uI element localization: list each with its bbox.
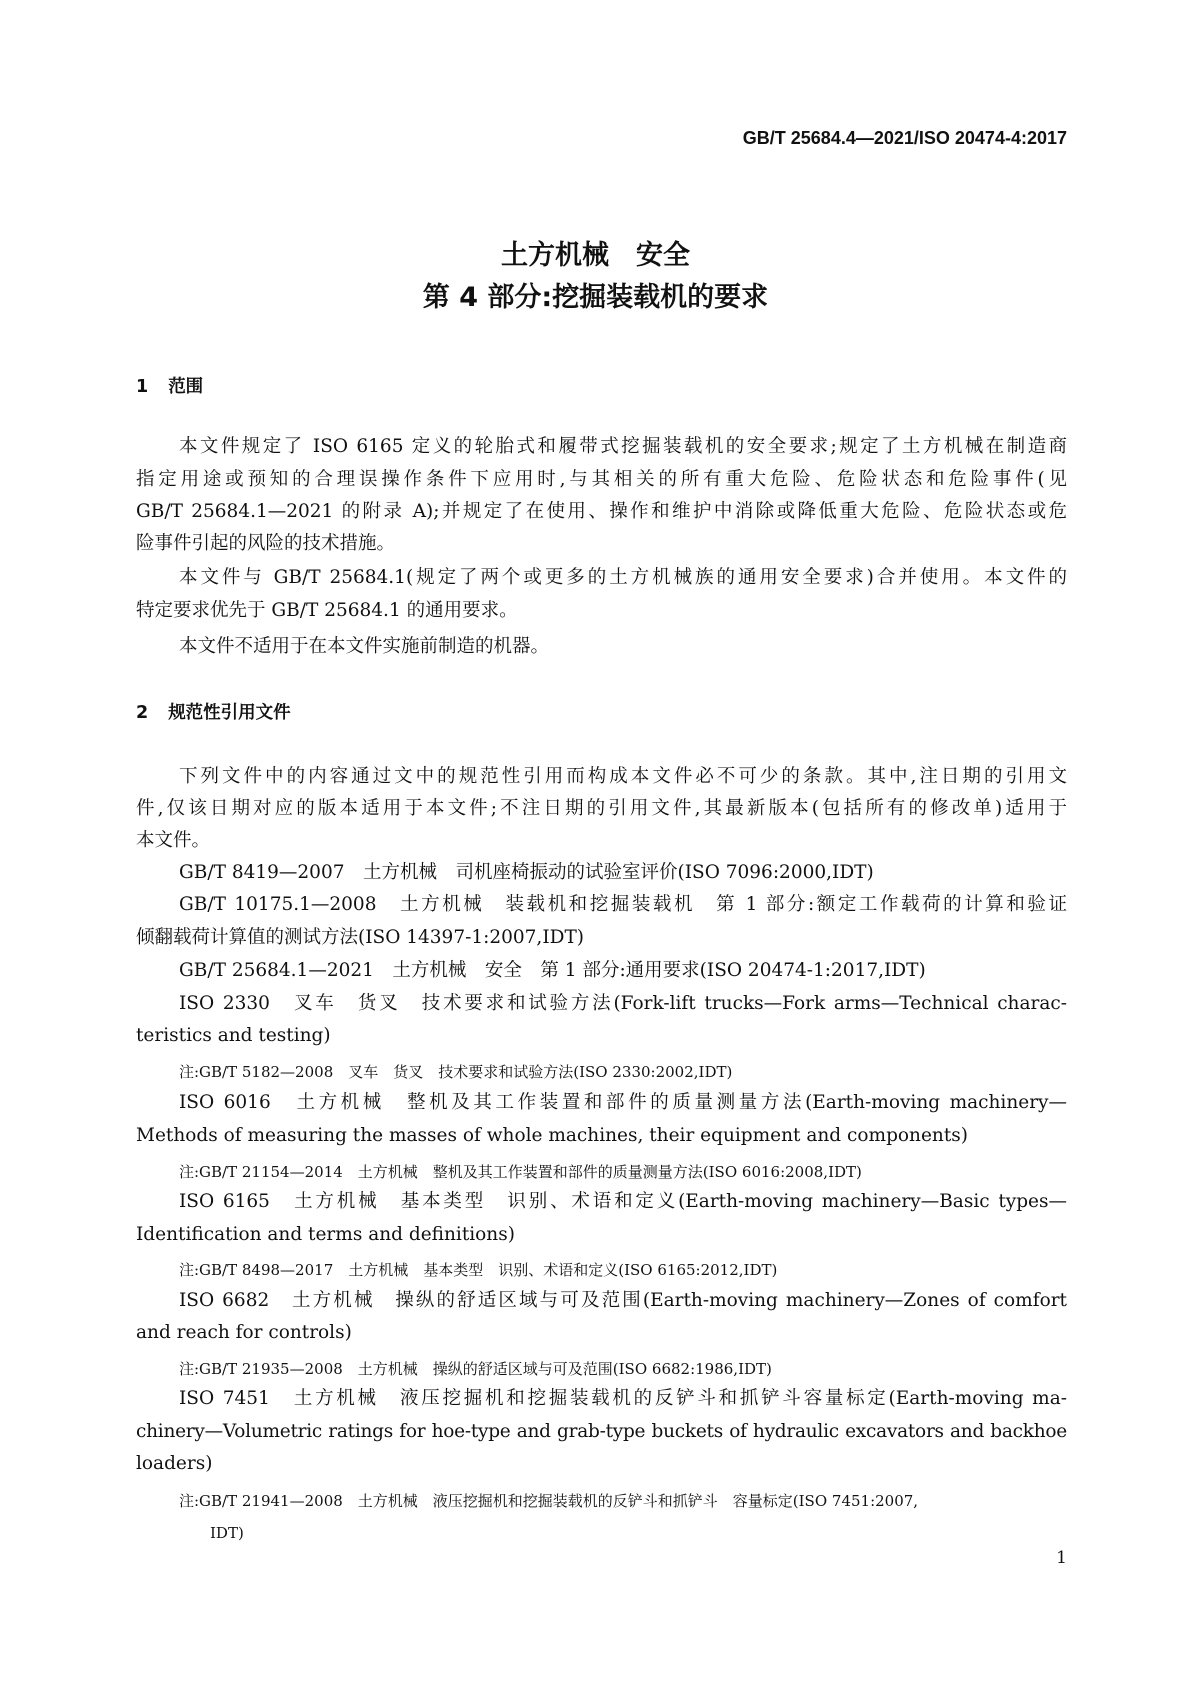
reference-note: 注:GB/T 8498—2017 土方机械 基本类型 识别、术语和定义(ISO 6165:2012,IDT) <box>179 1261 778 1279</box>
reference-entry: ISO 7451 土方机械 液压挖掘机和挖掘装载机的反铲斗和抓铲斗容量标定(Earth-moving ma- <box>179 1388 1067 1409</box>
section-number: 2 <box>136 703 149 723</box>
document-title: 土方机械 安全 <box>501 240 690 271</box>
paragraph-line: 下列文件中的内容通过文中的规范性引用而构成本文件必不可少的条款。其中,注日期的引用文 <box>179 766 1067 787</box>
reference-entry: GB/T 8419—2007 土方机械 司机座椅振动的试验室评价(ISO 7096:2000,IDT) <box>179 862 874 883</box>
reference-note: 注:GB/T 21935—2008 土方机械 操纵的舒适区域与可及范围(ISO 6682:1986,IDT) <box>179 1360 772 1378</box>
reference-entry: ISO 6165 土方机械 基本类型 识别、术语和定义(Earth-moving machinery—Basic types— <box>179 1191 1067 1212</box>
reference-entry: Methods of measuring the masses of whole machines, their equipment and components) <box>136 1125 968 1146</box>
paragraph-line: 特定要求优先于 GB/T 25684.1 的通用要求。 <box>136 600 518 621</box>
reference-note: 注:GB/T 21941—2008 土方机械 液压挖掘机和挖掘装载机的反铲斗和抓铲斗 容量标定(ISO 7451:2007, <box>179 1492 919 1510</box>
reference-note: IDT) <box>210 1524 244 1542</box>
paragraph-line: 件,仅该日期对应的版本适用于本文件;不注日期的引用文件,其最新版本(包括所有的修改单)适用于 <box>136 798 1067 819</box>
paragraph-line: 指定用途或预知的合理误操作条件下应用时,与其相关的所有重大危险、危险状态和危险事件(见 <box>136 469 1067 490</box>
reference-note: 注:GB/T 21154—2014 土方机械 整机及其工作装置和部件的质量测量方法(ISO 6016:2008,IDT) <box>179 1163 862 1181</box>
reference-entry: Identification and terms and definitions) <box>136 1224 515 1245</box>
reference-entry: GB/T 10175.1—2008 土方机械 装载机和挖掘装载机 第 1 部分:额定工作载荷的计算和验证 <box>179 894 1067 915</box>
section-title: 规范性引用文件 <box>168 703 291 723</box>
reference-entry: ISO 6682 土方机械 操纵的舒适区域与可及范围(Earth-moving machinery—Zones of comfort <box>179 1290 1067 1311</box>
section-heading-normative-references <box>136 699 311 724</box>
reference-entry: GB/T 25684.1—2021 土方机械 安全 第 1 部分:通用要求(ISO 20474-1:2017,IDT) <box>179 960 926 981</box>
page-number: 1 <box>1056 1548 1067 1568</box>
document-subtitle: 第 4 部分:挖掘装载机的要求 <box>422 282 769 313</box>
reference-entry: and reach for controls) <box>136 1322 352 1343</box>
paragraph-line: 险事件引起的风险的技术措施。 <box>136 533 396 554</box>
reference-entry: chinery—Volumetric ratings for hoe-type and grab-type buckets of hydraulic excavators and backhoe <box>136 1421 1067 1442</box>
reference-entry: 倾翻载荷计算值的测试方法(ISO 14397-1:2007,IDT) <box>136 927 585 948</box>
paragraph-line: 本文件。 <box>136 830 211 851</box>
reference-entry: loaders) <box>136 1453 213 1474</box>
section-title: 范围 <box>168 377 204 397</box>
section-heading-scope <box>136 373 223 398</box>
paragraph-line: 本文件规定了 ISO 6165 定义的轮胎式和履带式挖掘装载机的安全要求;规定了土方机械在制造商 <box>179 436 1067 457</box>
paragraph-line: GB/T 25684.1—2021 的附录 A);并规定了在使用、操作和维护中消除或降低重大危险、危险状态或危 <box>136 501 1067 522</box>
reference-entry: teristics and testing) <box>136 1025 331 1046</box>
paragraph-line: 本文件不适用于在本文件实施前制造的机器。 <box>179 636 550 657</box>
reference-note: 注:GB/T 5182—2008 叉车 货叉 技术要求和试验方法(ISO 2330:2002,IDT) <box>179 1063 733 1081</box>
reference-entry: ISO 6016 土方机械 整机及其工作装置和部件的质量测量方法(Earth-moving machinery— <box>179 1092 1067 1113</box>
section-number: 1 <box>136 377 149 397</box>
paragraph-line: 本文件与 GB/T 25684.1(规定了两个或更多的土方机械族的通用安全要求)合并使用。本文件的 <box>179 567 1067 588</box>
standard-number-header: GB/T 25684.4—2021/ISO 20474-4:2017 <box>742 128 1067 148</box>
reference-entry: ISO 2330 叉车 货叉 技术要求和试验方法(Fork-lift trucks—Fork arms—Technical charac- <box>179 993 1067 1014</box>
